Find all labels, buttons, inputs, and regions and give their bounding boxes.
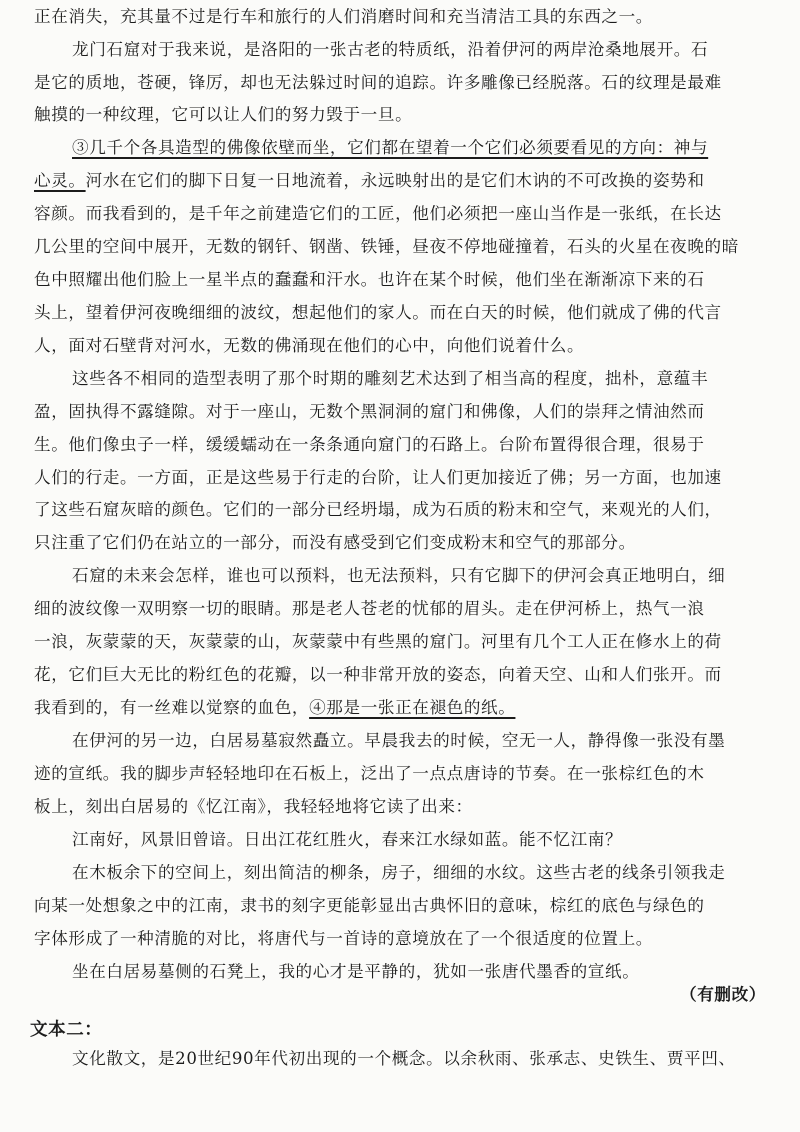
text-line: 坐在白居易墓侧的石凳上，我的心才是平静的，犹如一张唐代墨香的宣纸。: [72, 962, 640, 981]
text-line: 龙门石窟对于我来说，是洛阳的一张古老的特质纸，沿着伊河的两岸沧桑地展开。石: [72, 40, 709, 59]
text-line: 是它的质地，苍硬，锋厉，却也无法躲过时间的追踪。许多雕像已经脱落。石的纹理是最难: [34, 73, 722, 92]
text-line: 这些各不相同的造型表明了那个时期的雕刻艺术达到了相当高的程度，拙朴，意蕴丰: [72, 369, 709, 388]
text-line: 一浪，灰蒙蒙的天，灰蒙蒙的山，灰蒙蒙中有些黑的窟门。河里有几个工人正在修水上的荷: [34, 632, 722, 651]
text-line: 了这些石窟灰暗的颜色。它们的一部分已经坍塌，成为石质的粉末和空气，来观光的人们，: [34, 500, 722, 519]
text-line: 触摸的一种纹理，它可以让人们的努力毁于一旦。: [34, 105, 413, 124]
text-line: [34, 170, 705, 192]
text-line: 生。他们像虫子一样，缓缓蠕动在一条条通向窟门的石路上。台阶布置得很合理，很易于: [34, 435, 705, 454]
section-title: 文本二：: [30, 1020, 103, 1040]
text-line: 色中照耀出他们脸上一星半点的蠢蠢和汗水。也许在某个时候，他们坐在渐渐凉下来的石: [34, 270, 705, 289]
text-line: 容颜。而我看到的，是千年之前建造它们的工匠，他们必须把一座山当作是一张纸，在长达: [34, 204, 722, 223]
text-span: 我看到的，有一丝难以觉察的血色，: [34, 698, 310, 717]
text-line: 正在消失，充其量不过是行车和旅行的人们消磨时间和充当清洁工具的东西之一。: [34, 7, 653, 26]
text-line: 板上，刻出白居易的《忆江南》，我轻轻地将它读了出来：: [34, 797, 473, 816]
marked-sentence-4: ④那是一张正在褪色的纸。: [309, 698, 516, 717]
text-line: 盈，固执得不露缝隙。对于一座山，无数个黑洞洞的窟门和佛像，人们的崇拜之情油然而: [34, 402, 705, 421]
source-note: （有删改）: [680, 984, 766, 1004]
text-line: 字体形成了一种清脆的对比，将唐代与一首诗的意境放在了一个很适度的位置上。: [34, 929, 653, 948]
text-line: 只注重了它们仍在站立的一部分，而没有感受到它们变成粉末和空气的那部分。: [34, 533, 636, 552]
text-line: 迹的宣纸。我的脚步声轻轻地印在石板上，泛出了一点点唐诗的节奏。在一张棕红色的木: [34, 764, 705, 783]
text-line: 人们的行走。一方面，正是这些易于行走的台阶，让人们更加接近了佛；另一方面，也加速: [34, 468, 722, 487]
text-line: 在木板余下的空间上，刻出简洁的柳条，房子，细细的水纹。这些古老的线条引领我走: [72, 863, 726, 882]
text-line: 人，面对石壁背对河水，无数的佛涌现在他们的心中，向他们说着什么。: [34, 336, 585, 355]
text-line: 向某一处想象之中的江南，隶书的刻字更能彰显出古典怀旧的意味，棕红的底色与绿色的: [34, 896, 705, 915]
text-line: 花，它们巨大无比的粉红色的花瓣，以一种非常开放的姿态，向着天空、山和人们张开。而: [34, 665, 722, 684]
text-line: 文化散文，是20世纪90年代初出现的一个概念。以余秋雨、张承志、史铁生、贾平凹、: [72, 1049, 736, 1068]
text-line: 几公里的空间中展开，无数的钢钎、钢凿、铁锤，昼夜不停地碰撞着，石头的火星在夜晚的暗: [34, 237, 739, 256]
marked-sentence-3-end: 心灵。: [34, 171, 86, 190]
text-span: 河水在它们的脚下日复一日地流着，永远映射出的是它们木讷的不可改换的姿势和: [85, 171, 705, 190]
text-line: 细的波纹像一双明察一切的眼睛。那是老人苍老的忧郁的眉头。走在伊河桥上，热气一浪: [34, 599, 705, 618]
text-line: 在伊河的另一边，白居易墓寂然矗立。早晨我去的时候，空无一人，静得像一张没有墨: [72, 731, 726, 750]
text-line: [34, 697, 515, 719]
text-line: 头上，望着伊河夜晚细细的波纹，想起他们的家人。而在白天的时候，他们就成了佛的代言: [34, 303, 722, 322]
text-line: 石窟的未来会怎样，谁也可以预料，也无法预料，只有它脚下的伊河会真正地明白，细: [72, 566, 726, 585]
poem-line: 江南好，风景旧曾谙。日出江花红胜火，春来江水绿如蓝。能不忆江南？: [72, 830, 623, 849]
marked-sentence-3: ③几千个各具造型的佛像依壁而坐，它们都在望着一个它们必须要看见的方向：神与: [72, 138, 709, 157]
